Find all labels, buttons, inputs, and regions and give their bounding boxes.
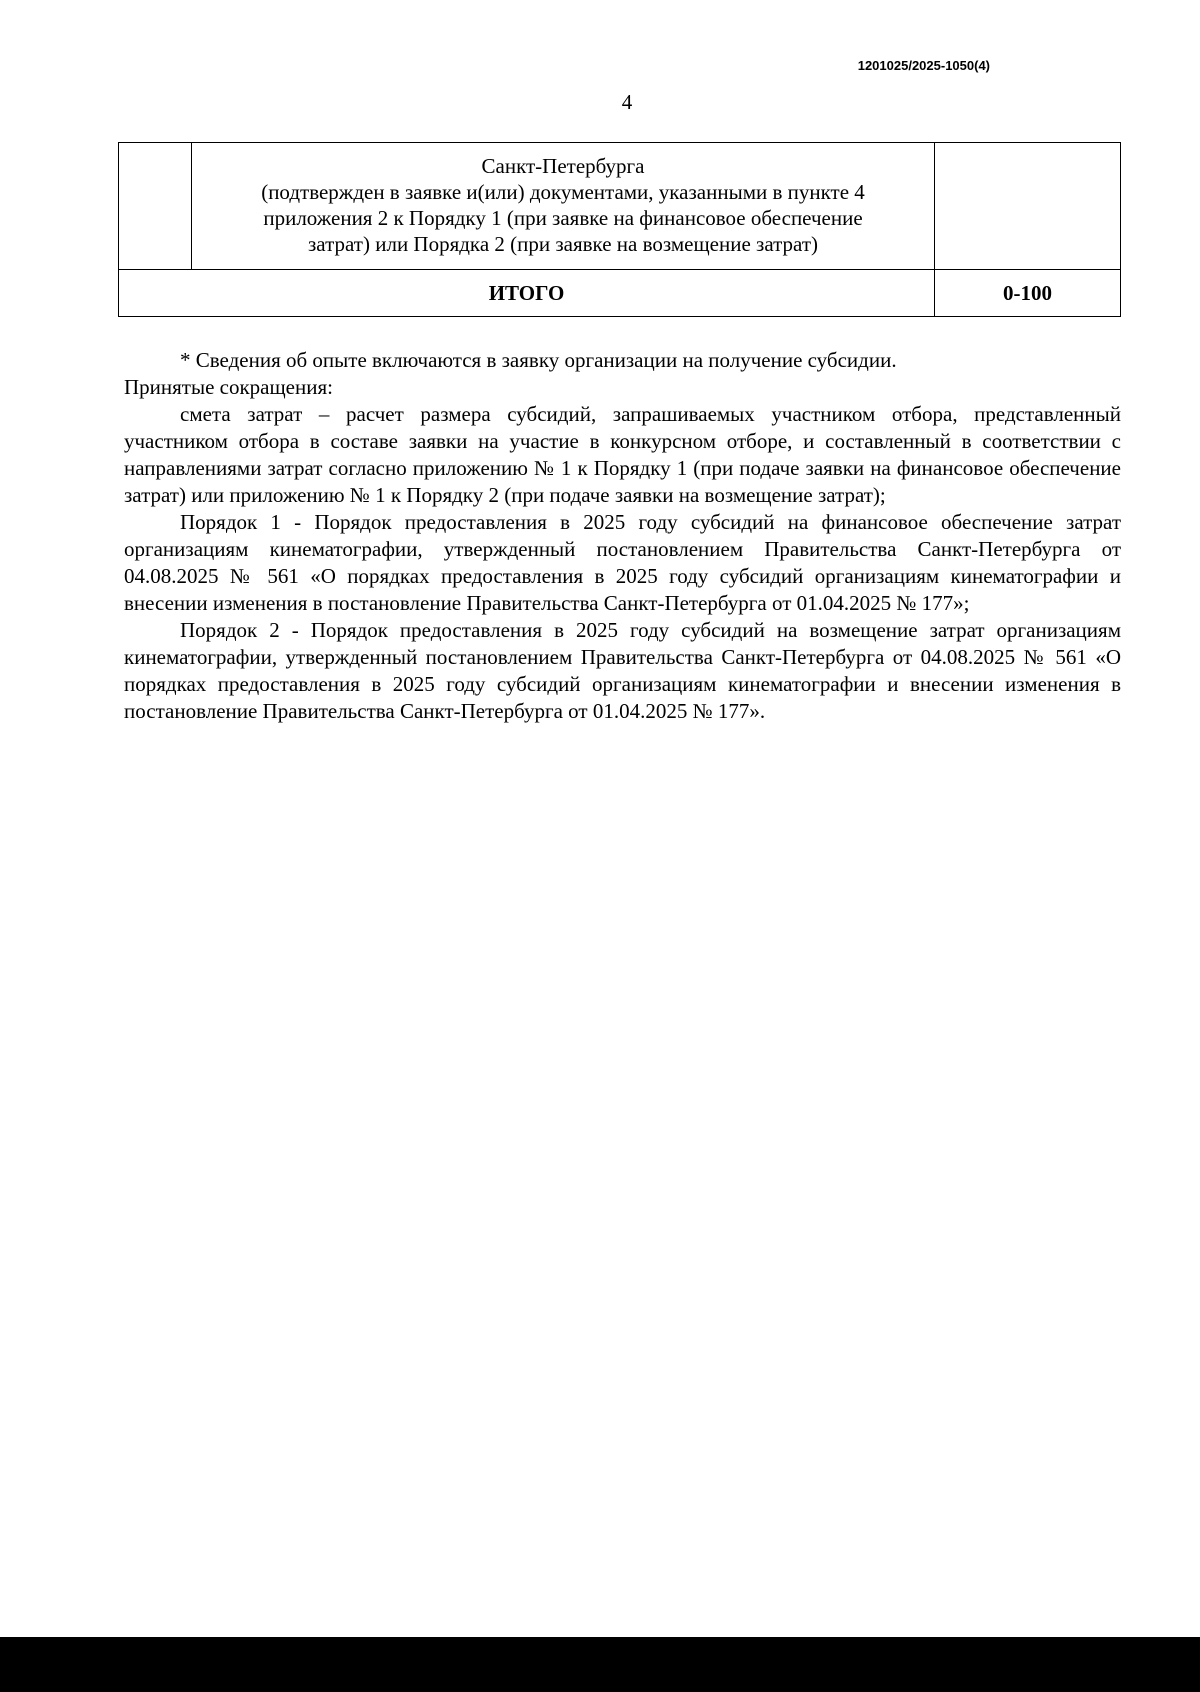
criteria-table — [118, 142, 1121, 317]
order-2-definition: Порядок 2 - Порядок предоставления в 2025 году субсидий на возмещение затрат организациям кинематографии, утвержденный постановлением Правительства Санкт-Петербурга от 04.08.2025 № 561 «О порядках предоставления в 2025 году субсидий организациям кинематографии и внесении изменения в постановление Правительства Санкт-Петербурга от 01.04.2025 № 177». — [124, 618, 1121, 723]
document-number: 1201025/2025-1050(4) — [857, 58, 990, 73]
footnote: * Сведения об опыте включаются в заявку организации на получение субсидии. — [180, 348, 897, 372]
estimate-definition: смета затрат – расчет размера субсидий, запрашиваемых участником отбора, представленный участником отбора в составе заявки на участие в конкурсном отборе, и составленный в соответствии с направлениями затрат согласно приложению № 1 к Порядку 1 (при подаче заявки на финансовое обеспечение затрат) или приложению № 1 к Порядку 2 (при подаче заявки на возмещение затрат); — [124, 402, 1121, 507]
total-label: ИТОГО — [119, 270, 935, 317]
total-value: 0-100 — [935, 270, 1121, 317]
notes-section — [124, 347, 1121, 725]
page-number: 4 — [621, 90, 633, 114]
criterion-description-cell — [192, 143, 935, 270]
row-number-cell — [119, 143, 192, 270]
criterion-line: (подтвержден в заявке и(или) документами, указанными в пункте 4 — [261, 180, 865, 204]
criterion-line: приложения 2 к Порядку 1 (при заявке на финансовое обеспечение — [263, 206, 863, 230]
abbreviations-heading: Принятые сокращения: — [124, 375, 333, 399]
criterion-line: затрат) или Порядка 2 (при заявке на возмещение затрат) — [308, 232, 818, 256]
order-1-definition: Порядок 1 - Порядок предоставления в 2025 году субсидий на финансовое обеспечение затрат организациям кинематографии, утвержденный постановлением Правительства Санкт-Петербурга от 04.08.2025 № 561 «О порядках предоставления в 2025 году субсидий организациям кинематографии и внесении изменения в постановление Правительства Санкт-Петербурга от 01.04.2025 № 177»; — [124, 510, 1121, 615]
criterion-line: Санкт-Петербурга — [481, 154, 645, 178]
table-row — [119, 143, 1121, 270]
total-row — [119, 270, 1121, 317]
score-cell — [935, 143, 1121, 270]
scan-footer-bar — [0, 1637, 1200, 1692]
